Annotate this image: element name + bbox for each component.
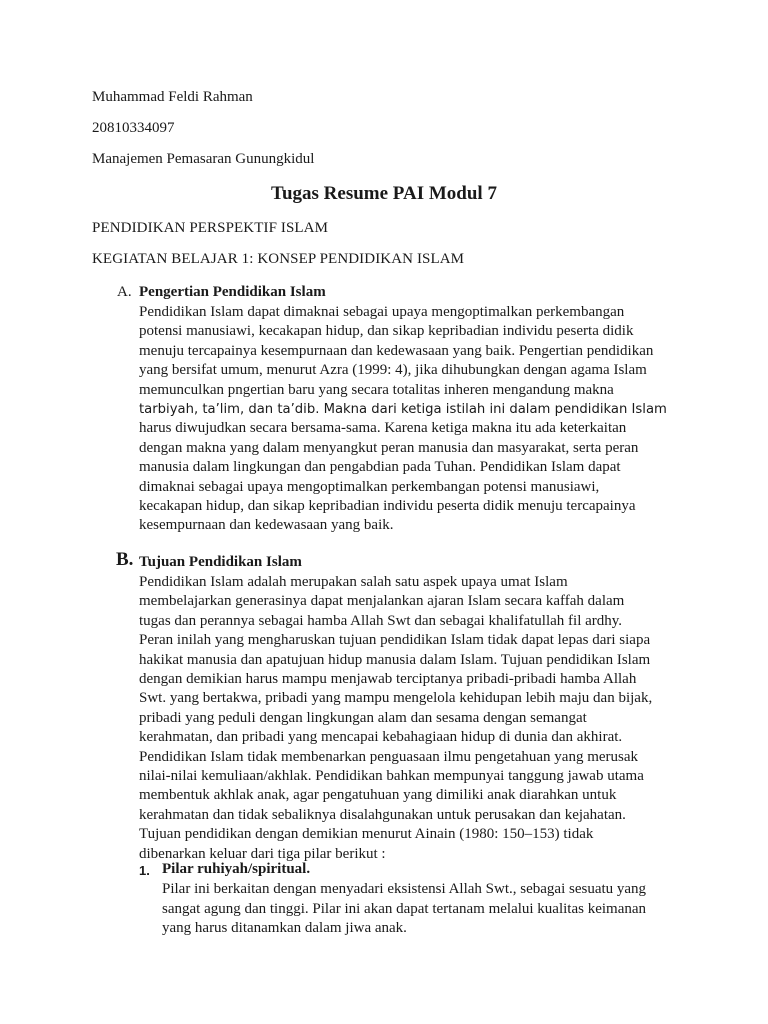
text-line: dibenarkan keluar dari tiga pilar berikut : bbox=[139, 845, 386, 862]
text-line: pribadi yang peduli dengan lingkungan alam dan sesama dengan semangat bbox=[139, 709, 587, 726]
text-line: harus diwujudkan secara bersama-sama. Karena ketiga makna itu ada keterkaitan bbox=[139, 420, 627, 437]
text-line: yang harus ditanamkan dalam jiwa anak. bbox=[162, 920, 407, 937]
section-a-heading: Pengertian Pendidikan Islam bbox=[139, 284, 326, 300]
text-line: Peran inilah yang mengharuskan tujuan pendidikan Islam tidak dapat lepas dari siapa bbox=[139, 632, 651, 649]
text-line: membentuk akhlak anak, agar pengatuhuan yang dimiliki anak diarahkan untuk bbox=[139, 787, 617, 804]
activity-heading: KEGIATAN BELAJAR 1: KONSEP PENDIDIKAN ISLAM bbox=[92, 251, 465, 267]
author-name: Muhammad Feldi Rahman bbox=[92, 89, 253, 105]
text-line: Pendidikan Islam dapat dimaknai sebagai upaya mengoptimalkan perkembangan bbox=[139, 304, 625, 320]
text-line: Pendidikan Islam tidak membenarkan penguasaan ilmu pengetahuan yang merusak bbox=[139, 748, 639, 765]
text-line: memunculkan pngertian baru yang secara totalitas inheren mengandung makna bbox=[139, 381, 614, 398]
text-line: dengan makna yang dalam menyangkut peran manusia dan masyarakat, serta peran bbox=[139, 439, 639, 456]
text-line: kerahmatan, dan pribadi yang mencapai kebahagiaan hidup di dunia dan akhirat. bbox=[139, 729, 623, 746]
text-line: hakikat manusia dan apatujuan hidup manusia dalam Islam. Tujuan pendidikan Islam bbox=[139, 651, 651, 668]
text-line: dimaknai sebagai upaya mengoptimalkan perkembangan potensi manusiawi, bbox=[139, 478, 600, 495]
study-program: Manajemen Pemasaran Gunungkidul bbox=[92, 151, 315, 167]
student-id: 20810334097 bbox=[92, 120, 175, 136]
text-line: yang bersifat umum, menurut Azra (1999: 4), jika dihubungkan dengan agama Islam bbox=[139, 362, 647, 379]
text-line: nilai-nilai kemuliaan/akhlak. Pendidikan bahkan mempunyai tanggung jawab utama bbox=[139, 768, 644, 785]
pillar-1-marker: 1. bbox=[139, 863, 150, 878]
text-line: tugas dan perannya sebagai hamba Allah Swt dan sebagai khalifatullah fil ardhy. bbox=[139, 612, 623, 629]
section-b-marker: B. bbox=[116, 549, 134, 570]
pillar-1-heading: Pilar ruhiyah/spiritual. bbox=[162, 861, 311, 877]
text-line: manusia dalam lingkungan dan pengabdian pada Tuhan. Pendidikan Islam dapat bbox=[139, 459, 621, 476]
text-line: Pilar ini berkaitan dengan menyadari eksistensi Allah Swt., sebagai sesuatu yang bbox=[162, 881, 647, 897]
text-line: tarbiyah, ta’lim, dan ta’dib. Makna dari ketiga istilah ini dalam pendidikan Islam bbox=[139, 402, 667, 418]
section-b-heading: Tujuan Pendidikan Islam bbox=[139, 554, 302, 570]
section-a-marker: A. bbox=[117, 284, 132, 300]
text-line: potensi manusiawi, kecakapan hidup, dan sikap kepribadian individu peserta didik bbox=[139, 323, 634, 340]
text-line: kecakapan hidup, dan sikap kepribadian individu peserta didik menuju tercapainya bbox=[139, 498, 636, 515]
document-title: Tugas Resume PAI Modul 7 bbox=[271, 183, 497, 204]
text-line: kesempurnaan dan kedewasaan yang baik. bbox=[139, 517, 394, 534]
text-line: sangat agung dan tinggi. Pilar ini akan dapat tertanam melalui kualitas keimanan bbox=[162, 900, 647, 917]
text-line: menuju tercapainya kesempurnaan dan kedewasaan yang baik. Pengertian pendidikan bbox=[139, 342, 654, 359]
pillar-1-paragraph bbox=[162, 880, 682, 939]
section-a-paragraph bbox=[139, 303, 679, 536]
text-line: Pendidikan Islam adalah merupakan salah satu aspek upaya umat Islam bbox=[139, 574, 568, 590]
section-b-paragraph bbox=[139, 573, 679, 864]
text-line: dengan demikian harus mampu menjawab terciptanya pribadi-pribadi hamba Allah bbox=[139, 671, 637, 688]
text-line: Swt. yang bertakwa, pribadi yang mampu mengelola kehidupan lebih maju dan bijak, bbox=[139, 690, 653, 707]
text-line: Tujuan pendidikan dengan demikian menurut Ainain (1980: 150–153) tidak bbox=[139, 826, 594, 843]
text-line: kerahmatan dan tidak sebaliknya disalahgunakan untuk perusakan dan kejahatan. bbox=[139, 806, 626, 823]
text-line: membelajarkan generasinya dapat menjalankan ajaran Islam secara kaffah dalam bbox=[139, 593, 625, 610]
chapter-heading: PENDIDIKAN PERSPEKTIF ISLAM bbox=[92, 220, 329, 236]
